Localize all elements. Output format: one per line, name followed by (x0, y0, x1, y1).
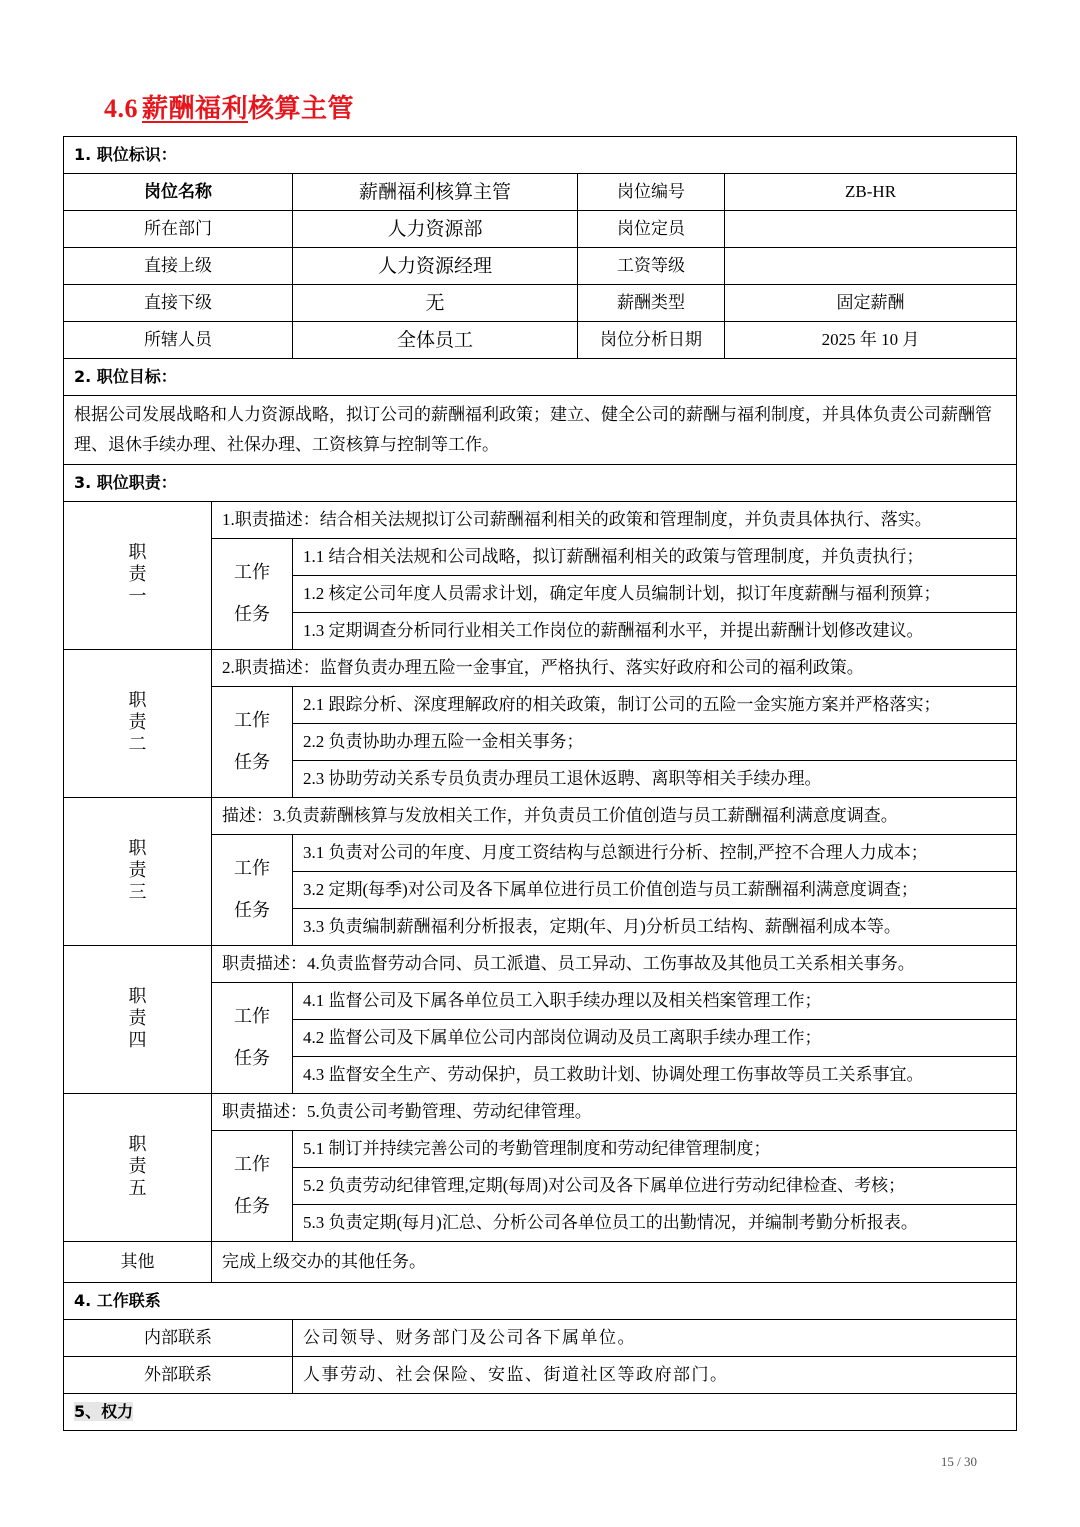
section-2-header (64, 359, 1017, 396)
info-value: 人力资源经理 (293, 248, 578, 285)
info-row (64, 174, 1017, 211)
task-label (212, 539, 293, 650)
info-label: 岗位编号 (578, 174, 725, 211)
section-5-title: 5、权力 (74, 1401, 134, 1421)
duty-desc: 职责描述：4.负责监督劳动合同、员工派遣、员工异动、工伤事故及其他员工关系相关事务。 (212, 946, 1017, 983)
job-description-table (63, 136, 1016, 1431)
duty-label-text: 职责二 (128, 690, 147, 756)
section-title: 4. 工作联系 (64, 1283, 1017, 1320)
info-label: 所辖人员 (64, 322, 293, 359)
info-label: 薪酬类型 (578, 285, 725, 322)
section-title: 2. 职位目标： (64, 359, 1017, 396)
duty-label-text: 职责三 (128, 838, 147, 904)
relation-label: 内部联系 (64, 1320, 293, 1357)
duty-desc-row (64, 650, 1017, 687)
duty-label-text: 职责四 (128, 986, 147, 1052)
info-row (64, 285, 1017, 322)
task-item: 1.3 定期调查分析同行业相关工作岗位的薪酬福利水平，并提出薪酬计划修改建议。 (293, 613, 1017, 650)
info-label: 岗位分析日期 (578, 322, 725, 359)
task-item: 3.1 负责对公司的年度、月度工资结构与总额进行分析、控制,严控不合理人力成本； (293, 835, 1017, 872)
info-label: 岗位名称 (64, 174, 293, 211)
task-label (212, 687, 293, 798)
info-value: 全体员工 (293, 322, 578, 359)
goal-row (64, 396, 1017, 465)
info-value: 固定薪酬 (725, 285, 1017, 322)
relation-label: 外部联系 (64, 1357, 293, 1394)
section-3-header (64, 465, 1017, 502)
task-item: 3.3 负责编制薪酬福利分析报表，定期(年、月)分析员工结构、薪酬福利成本等。 (293, 909, 1017, 946)
title-underlined: 薪酬福利 (142, 94, 249, 124)
duty-label (64, 946, 212, 1094)
duty-desc: 描述：3.负责薪酬核算与发放相关工作，并负责员工价值创造与员工薪酬福利满意度调查。 (212, 798, 1017, 835)
task-label-text: 工作任务 (234, 858, 270, 921)
task-item: 4.3 监督安全生产、劳动保护，员工救助计划、协调处理工伤事故等员工关系事宜。 (293, 1057, 1017, 1094)
info-row (64, 322, 1017, 359)
info-label: 所在部门 (64, 211, 293, 248)
task-item: 5.1 制订并持续完善公司的考勤管理制度和劳动纪律管理制度； (293, 1131, 1017, 1168)
task-label (212, 1131, 293, 1242)
info-value (725, 211, 1017, 248)
relation-row (64, 1357, 1017, 1394)
info-label: 直接上级 (64, 248, 293, 285)
info-label: 直接下级 (64, 285, 293, 322)
title-number: 4.6 (104, 94, 138, 123)
section-4-header (64, 1283, 1017, 1320)
task-item: 4.1 监督公司及下属各单位员工入职手续办理以及相关档案管理工作； (293, 983, 1017, 1020)
duty-label (64, 798, 212, 946)
task-item: 2.2 负责协助办理五险一金相关事务； (293, 724, 1017, 761)
task-item: 4.2 监督公司及下属单位公司内部岗位调动及员工离职手续办理工作； (293, 1020, 1017, 1057)
section-title: 1. 职位标识： (64, 137, 1017, 174)
task-item: 5.2 负责劳动纪律管理,定期(每周)对公司及各下属单位进行劳动纪律检查、考核； (293, 1168, 1017, 1205)
task-item: 2.3 协助劳动关系专员负责办理员工退休返聘、离职等相关手续办理。 (293, 761, 1017, 798)
info-value (725, 248, 1017, 285)
relation-value: 人事劳动、社会保险、安监、街道社区等政府部门。 (293, 1357, 1017, 1394)
duty-label-text: 职责五 (128, 1134, 147, 1200)
page-number: 15 / 30 (940, 1454, 977, 1469)
task-item: 1.2 核定公司年度人员需求计划，确定年度人员编制计划，拟订年度薪酬与福利预算； (293, 576, 1017, 613)
task-label (212, 983, 293, 1094)
task-item: 1.1 结合相关法规和公司战略，拟订薪酬福利相关的政策与管理制度，并负责执行； (293, 539, 1017, 576)
info-value: ZB-HR (725, 174, 1017, 211)
duty-label (64, 502, 212, 650)
task-label (212, 835, 293, 946)
info-value: 人力资源部 (293, 211, 578, 248)
task-item: 3.2 定期(每季)对公司及各下属单位进行员工价值创造与员工薪酬福利满意度调查； (293, 872, 1017, 909)
duty-desc-row (64, 502, 1017, 539)
title-rest: 核算主管 (248, 94, 355, 124)
info-row (64, 211, 1017, 248)
info-value: 2025 年 10 月 (725, 322, 1017, 359)
task-label-text: 工作任务 (234, 1154, 270, 1217)
other-text: 完成上级交办的其他任务。 (212, 1242, 1017, 1283)
duty-desc: 2.职责描述：监督负责办理五险一金事宜，严格执行、落实好政府和公司的福利政策。 (212, 650, 1017, 687)
task-item: 2.1 跟踪分析、深度理解政府的相关政策，制订公司的五险一金实施方案并严格落实； (293, 687, 1017, 724)
goal-text: 根据公司发展战略和人力资源战略，拟订公司的薪酬福利政策；建立、健全公司的薪酬与福利制度，并具体负责公司薪酬管理、退休手续办理、社保办理、工资核算与控制等工作。 (64, 396, 1017, 465)
task-label-text: 工作任务 (234, 710, 270, 773)
duty-desc: 1.职责描述：结合相关法规拟订公司薪酬福利相关的政策和管理制度，并负责具体执行、落实。 (212, 502, 1017, 539)
info-label: 岗位定员 (578, 211, 725, 248)
task-label-text: 工作任务 (234, 1006, 270, 1069)
other-row (64, 1242, 1017, 1283)
section-5-header (64, 1394, 1017, 1431)
task-item: 5.3 负责定期(每月)汇总、分析公司各单位员工的出勤情况，并编制考勤分析报表。 (293, 1205, 1017, 1242)
relation-row (64, 1320, 1017, 1357)
section-title (64, 1394, 1017, 1431)
relation-value: 公司领导、财务部门及公司各下属单位。 (293, 1320, 1017, 1357)
duty-desc-row (64, 798, 1017, 835)
duty-desc: 职责描述：5.负责公司考勤管理、劳动纪律管理。 (212, 1094, 1017, 1131)
duty-label (64, 650, 212, 798)
info-value: 无 (293, 285, 578, 322)
info-row (64, 248, 1017, 285)
duty-label-text: 职责一 (128, 542, 147, 608)
duty-desc-row (64, 946, 1017, 983)
section-title: 3. 职位职责： (64, 465, 1017, 502)
duty-desc-row (64, 1094, 1017, 1131)
page-title (104, 88, 354, 125)
other-label: 其他 (64, 1242, 212, 1283)
info-value: 薪酬福利核算主管 (293, 174, 578, 211)
task-label-text: 工作任务 (234, 562, 270, 625)
section-1-header (64, 137, 1017, 174)
duty-label (64, 1094, 212, 1242)
info-label: 工资等级 (578, 248, 725, 285)
